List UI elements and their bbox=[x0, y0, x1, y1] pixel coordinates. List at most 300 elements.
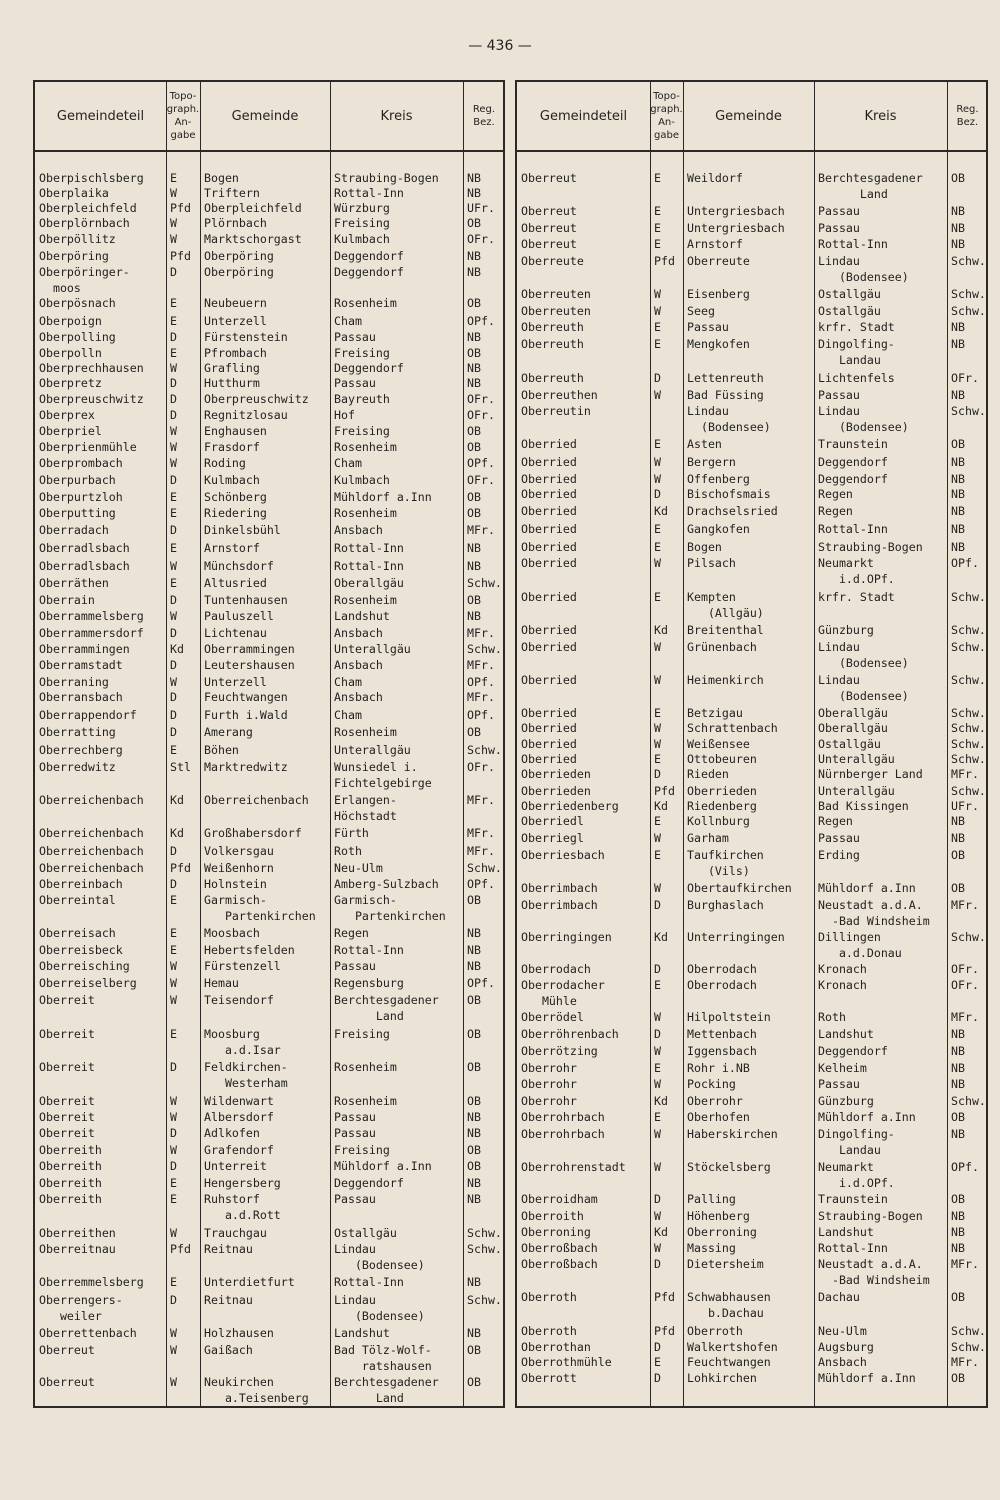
col-kreis-cell: Nürnberger Land bbox=[818, 767, 923, 781]
col-reg-cell: Schw. bbox=[951, 752, 986, 766]
col-gemeindeteil-cell: Oberrodach bbox=[521, 962, 591, 976]
col-gemeindeteil-cell: Oberprombach bbox=[39, 456, 123, 470]
col-topo-cell: W bbox=[170, 361, 177, 375]
col-gemeindeteil-cell: Oberpretz bbox=[39, 376, 102, 390]
col-topo-cell: Pfd bbox=[170, 249, 191, 263]
left-header-col-topo: Topo- graph. An- gabe bbox=[166, 91, 200, 141]
col-topo-cell: W bbox=[654, 287, 661, 301]
col-topo-cell: D bbox=[654, 1371, 661, 1385]
col-gemeindeteil-cell: Oberroidham bbox=[521, 1192, 598, 1206]
col-gemeindeteil-cell: Oberreit bbox=[39, 1110, 95, 1124]
col-reg-cell: OB bbox=[467, 1060, 481, 1074]
col-kreis-cell: Lindau (Bodensee) bbox=[818, 640, 909, 670]
col-kreis-cell: Roth bbox=[818, 1010, 846, 1024]
col-kreis-cell: Cham bbox=[334, 456, 362, 470]
col-gemeindeteil-cell: Oberreit bbox=[39, 1060, 95, 1074]
col-kreis-cell: Rosenheim bbox=[334, 725, 397, 739]
col-gemeinde-cell: Riedering bbox=[204, 506, 267, 520]
col-kreis-cell: Oberallgäu bbox=[818, 721, 888, 735]
col-reg-cell: Schw. bbox=[951, 1324, 986, 1338]
col-reg-cell: NB bbox=[467, 1126, 481, 1140]
col-gemeindeteil-cell: Oberrimbach bbox=[521, 881, 598, 895]
col-reg-cell: OPf. bbox=[951, 556, 979, 570]
col-gemeindeteil-cell: Oberried bbox=[521, 522, 577, 536]
col-kreis-cell: Traunstein bbox=[818, 1192, 888, 1206]
col-topo-cell: E bbox=[170, 943, 177, 957]
col-reg-cell: OB bbox=[467, 1027, 481, 1041]
col-gemeinde-cell: Eisenberg bbox=[687, 287, 750, 301]
col-gemeindeteil-cell: Oberreut bbox=[39, 1343, 95, 1357]
col-reg-cell: OB bbox=[951, 1371, 965, 1385]
col-reg-cell: NB bbox=[467, 249, 481, 263]
col-gemeinde-cell: Bogen bbox=[204, 171, 239, 185]
col-kreis-cell: Neu-Ulm bbox=[334, 861, 383, 875]
col-reg-cell: NB bbox=[951, 1225, 965, 1239]
col-topo-cell: W bbox=[170, 1226, 177, 1240]
col-topo-cell: D bbox=[654, 767, 661, 781]
col-kreis-cell: Unterallgäu bbox=[334, 642, 411, 656]
col-reg-cell: Schw. bbox=[467, 743, 502, 757]
col-gemeindeteil-cell: Oberriesbach bbox=[521, 848, 605, 862]
col-gemeinde-cell: Oberpöring bbox=[204, 265, 274, 279]
col-topo-cell: W bbox=[170, 1326, 177, 1340]
col-kreis-cell: Straubing-Bogen bbox=[818, 540, 923, 554]
col-gemeindeteil-cell: Oberreut bbox=[521, 204, 577, 218]
col-topo-cell: W bbox=[170, 216, 177, 230]
col-gemeindeteil-cell: Oberremmelsberg bbox=[39, 1275, 144, 1289]
col-kreis-cell: Kulmbach bbox=[334, 232, 390, 246]
col-topo-cell: W bbox=[170, 959, 177, 973]
right-table-header bbox=[517, 82, 986, 152]
col-topo-cell: W bbox=[654, 1241, 661, 1255]
col-reg-cell: Schw. bbox=[467, 861, 502, 875]
col-reg-cell: OB bbox=[467, 440, 481, 454]
col-kreis-cell: Dingolfing- Landau bbox=[818, 1127, 895, 1157]
left-table-header bbox=[35, 82, 503, 152]
col-reg-cell: OFr. bbox=[467, 760, 495, 774]
col-topo-cell: D bbox=[654, 1027, 661, 1041]
col-gemeindeteil-cell: Oberriedenberg bbox=[521, 799, 619, 813]
col-gemeinde-cell: Wildenwart bbox=[204, 1094, 274, 1108]
col-kreis-cell: Deggendorf bbox=[818, 472, 888, 486]
col-kreis-cell: Regen bbox=[818, 814, 853, 828]
col-kreis-cell: Mühldorf a.Inn bbox=[334, 490, 432, 504]
col-reg-cell: MFr. bbox=[951, 767, 979, 781]
col-gemeindeteil-cell: Oberroth bbox=[521, 1324, 577, 1338]
col-reg-cell: NB bbox=[951, 1127, 965, 1141]
col-gemeinde-cell: Bischofsmais bbox=[687, 487, 771, 501]
col-topo-cell: W bbox=[654, 721, 661, 735]
col-gemeindeteil-cell: Oberreiselberg bbox=[39, 976, 137, 990]
col-topo-cell: D bbox=[170, 523, 177, 537]
col-reg-cell: OB bbox=[951, 881, 965, 895]
col-topo-cell: D bbox=[170, 708, 177, 722]
col-reg-cell: OPf. bbox=[467, 976, 495, 990]
col-topo-cell: D bbox=[170, 1159, 177, 1173]
col-gemeindeteil-cell: Oberried bbox=[521, 590, 577, 604]
col-kreis-cell: Garmisch- Partenkirchen bbox=[334, 893, 446, 923]
col-topo-cell: W bbox=[170, 232, 177, 246]
col-gemeinde-cell: Lettenreuth bbox=[687, 371, 764, 385]
col-reg-cell: NB bbox=[951, 1209, 965, 1223]
col-kreis-cell: Passau bbox=[334, 330, 376, 344]
col-topo-cell: W bbox=[170, 1343, 177, 1357]
col-gemeinde-cell: Stöckelsberg bbox=[687, 1160, 771, 1174]
col-gemeinde-cell: Oberhofen bbox=[687, 1110, 750, 1124]
col-gemeinde-cell: Oberroth bbox=[687, 1324, 743, 1338]
col-gemeinde-cell: Neubeuern bbox=[204, 296, 267, 310]
col-gemeindeteil-cell: Oberroth bbox=[521, 1290, 577, 1304]
col-kreis-cell: Rosenheim bbox=[334, 506, 397, 520]
col-gemeinde-cell: Moosburg a.d.Isar bbox=[204, 1027, 281, 1057]
left-header-col-gemeinde: Gemeinde bbox=[231, 108, 299, 124]
col-gemeinde-cell: Grünenbach bbox=[687, 640, 757, 654]
col-reg-cell: NB bbox=[951, 1027, 965, 1041]
col-kreis-cell: Günzburg bbox=[818, 1094, 874, 1108]
col-kreis-cell: Kelheim bbox=[818, 1061, 867, 1075]
col-gemeindeteil-cell: Oberreit bbox=[39, 1027, 95, 1041]
col-topo-cell: E bbox=[654, 320, 661, 334]
col-topo-cell: W bbox=[170, 1375, 177, 1389]
col-reg-cell: NB bbox=[467, 1176, 481, 1190]
col-gemeindeteil-cell: Oberried bbox=[521, 472, 577, 486]
col-gemeindeteil-cell: Oberreit bbox=[39, 993, 95, 1007]
col-gemeinde-cell: Oberpreuschwitz bbox=[204, 392, 309, 406]
col-gemeinde-cell: Burghaslach bbox=[687, 898, 764, 912]
col-gemeindeteil-cell: Oberpoign bbox=[39, 314, 102, 328]
col-gemeinde-cell: Moosbach bbox=[204, 926, 260, 940]
col-gemeindeteil-cell: Oberreitnau bbox=[39, 1242, 116, 1256]
col-gemeinde-cell: Hilpoltstein bbox=[687, 1010, 771, 1024]
col-gemeindeteil-cell: Oberried bbox=[521, 540, 577, 554]
col-reg-cell: OB bbox=[467, 424, 481, 438]
col-kreis-cell: Hof bbox=[334, 408, 355, 422]
col-gemeinde-cell: Bergern bbox=[687, 455, 736, 469]
col-kreis-cell: Freising bbox=[334, 346, 390, 360]
col-kreis-cell: Neumarkt i.d.OPf. bbox=[818, 556, 895, 586]
col-reg-cell: NB bbox=[467, 1275, 481, 1289]
col-gemeinde-cell: Kollnburg bbox=[687, 814, 750, 828]
col-kreis-cell: Passau bbox=[334, 376, 376, 390]
col-topo-cell: E bbox=[170, 314, 177, 328]
right-header-col-topo: Topo- graph. An- gabe bbox=[650, 91, 683, 141]
col-gemeinde-cell: Lichtenau bbox=[204, 626, 267, 640]
col-reg-cell: MFr. bbox=[467, 690, 495, 704]
col-gemeindeteil-cell: Oberprienmühle bbox=[39, 440, 137, 454]
col-reg-cell: NB bbox=[467, 361, 481, 375]
col-reg-cell: MFr. bbox=[467, 826, 495, 840]
col-gemeinde-cell: Walkertshofen bbox=[687, 1340, 778, 1354]
col-reg-cell: Schw. bbox=[951, 287, 986, 301]
col-topo-cell: E bbox=[170, 346, 177, 360]
col-topo-cell: E bbox=[654, 540, 661, 554]
col-gemeindeteil-cell: Oberredwitz bbox=[39, 760, 116, 774]
col-topo-cell: D bbox=[170, 1126, 177, 1140]
col-topo-cell: D bbox=[170, 877, 177, 891]
col-gemeinde-cell: Bogen bbox=[687, 540, 722, 554]
col-topo-cell: W bbox=[170, 609, 177, 623]
col-topo-cell: D bbox=[170, 626, 177, 640]
col-kreis-cell: Traunstein bbox=[818, 437, 888, 451]
col-topo-cell: W bbox=[654, 1127, 661, 1141]
col-reg-cell: MFr. bbox=[951, 898, 979, 912]
col-topo-cell: Pfd bbox=[654, 784, 675, 798]
col-gemeindeteil-cell: Oberried bbox=[521, 556, 577, 570]
col-reg-cell: NB bbox=[467, 1326, 481, 1340]
col-topo-cell: D bbox=[654, 1192, 661, 1206]
col-gemeindeteil-cell: Oberrott bbox=[521, 1371, 577, 1385]
col-gemeinde-cell: Feuchtwangen bbox=[687, 1355, 771, 1369]
col-topo-cell: W bbox=[654, 1044, 661, 1058]
col-reg-cell: NB bbox=[467, 541, 481, 555]
col-reg-cell: OB bbox=[467, 1375, 481, 1389]
col-topo-cell: Kd bbox=[170, 642, 184, 656]
col-topo-cell: W bbox=[170, 456, 177, 470]
col-kreis-cell: Rottal-Inn bbox=[818, 522, 888, 536]
col-gemeinde-cell: Oberreute bbox=[687, 254, 750, 268]
col-topo-cell: E bbox=[170, 171, 177, 185]
col-topo-cell: E bbox=[654, 814, 661, 828]
col-gemeinde-cell: Teisendorf bbox=[204, 993, 274, 1007]
col-kreis-cell: Ansbach bbox=[334, 658, 383, 672]
col-reg-cell: NB bbox=[467, 171, 481, 185]
col-kreis-cell: Rosenheim bbox=[334, 1060, 397, 1074]
col-gemeindeteil-cell: Oberringingen bbox=[521, 930, 612, 944]
col-topo-cell: W bbox=[170, 559, 177, 573]
col-kreis-cell: Deggendorf bbox=[334, 265, 404, 279]
col-topo-cell: W bbox=[170, 186, 177, 200]
col-topo-cell: Kd bbox=[170, 826, 184, 840]
col-gemeinde-cell: Hengersberg bbox=[204, 1176, 281, 1190]
col-reg-cell: OFr. bbox=[951, 978, 979, 992]
col-topo-cell: D bbox=[170, 658, 177, 672]
col-reg-cell: NB bbox=[467, 330, 481, 344]
col-kreis-cell: Unterallgäu bbox=[334, 743, 411, 757]
col-gemeindeteil-cell: Oberpöringer- moos bbox=[39, 265, 130, 295]
col-reg-cell: MFr. bbox=[951, 1010, 979, 1024]
col-reg-cell: OB bbox=[951, 848, 965, 862]
col-topo-cell: W bbox=[654, 304, 661, 318]
col-gemeindeteil-cell: Oberreisach bbox=[39, 926, 116, 940]
col-kreis-cell: Straubing-Bogen bbox=[818, 1209, 923, 1223]
col-reg-cell: Schw. bbox=[467, 1242, 502, 1256]
col-kreis-cell: Rosenheim bbox=[334, 440, 397, 454]
col-topo-cell: E bbox=[654, 1061, 661, 1075]
left-column-divider bbox=[166, 82, 167, 1406]
left-column-divider bbox=[463, 82, 464, 1406]
col-topo-cell: D bbox=[170, 1060, 177, 1074]
col-reg-cell: MFr. bbox=[467, 626, 495, 640]
col-topo-cell: E bbox=[170, 893, 177, 907]
col-topo-cell: D bbox=[170, 1293, 177, 1307]
col-kreis-cell: Regen bbox=[334, 926, 369, 940]
left-table bbox=[33, 80, 505, 1408]
col-gemeindeteil-cell: Oberreute bbox=[521, 254, 584, 268]
col-topo-cell: W bbox=[170, 1143, 177, 1157]
col-reg-cell: NB bbox=[951, 540, 965, 554]
col-gemeinde-cell: Unterzell bbox=[204, 314, 267, 328]
col-reg-cell: NB bbox=[951, 1077, 965, 1091]
col-gemeinde-cell: Pocking bbox=[687, 1077, 736, 1091]
col-gemeinde-cell: Ottobeuren bbox=[687, 752, 757, 766]
col-kreis-cell: Freising bbox=[334, 424, 390, 438]
col-gemeindeteil-cell: Oberrohrenstadt bbox=[521, 1160, 626, 1174]
col-gemeindeteil-cell: Oberrieden bbox=[521, 767, 591, 781]
col-kreis-cell: Rottal-Inn bbox=[334, 943, 404, 957]
col-reg-cell: OB bbox=[467, 1159, 481, 1173]
col-gemeindeteil-cell: Oberransbach bbox=[39, 690, 123, 704]
col-topo-cell: Kd bbox=[654, 1225, 668, 1239]
col-topo-cell: W bbox=[170, 976, 177, 990]
col-kreis-cell: Mühldorf a.Inn bbox=[818, 881, 916, 895]
col-topo-cell: D bbox=[654, 487, 661, 501]
col-gemeindeteil-cell: Oberried bbox=[521, 437, 577, 451]
col-gemeinde-cell: Unterdietfurt bbox=[204, 1275, 295, 1289]
col-gemeinde-cell: Triftern bbox=[204, 186, 260, 200]
col-reg-cell: NB bbox=[467, 959, 481, 973]
col-gemeindeteil-cell: Oberried bbox=[521, 721, 577, 735]
col-kreis-cell: Erding bbox=[818, 848, 860, 862]
col-reg-cell: Schw. bbox=[467, 1226, 502, 1240]
col-gemeindeteil-cell: Oberplörnbach bbox=[39, 216, 130, 230]
col-topo-cell: E bbox=[170, 506, 177, 520]
col-kreis-cell: Lindau (Bodensee) bbox=[334, 1242, 425, 1272]
col-gemeinde-cell: Untergriesbach bbox=[687, 221, 785, 235]
col-gemeinde-cell: Grafling bbox=[204, 361, 260, 375]
col-reg-cell: OB bbox=[467, 725, 481, 739]
col-reg-cell: OB bbox=[951, 437, 965, 451]
col-gemeindeteil-cell: Oberrain bbox=[39, 593, 95, 607]
col-reg-cell: NB bbox=[951, 320, 965, 334]
col-reg-cell: OB bbox=[467, 1094, 481, 1108]
col-topo-cell: D bbox=[170, 330, 177, 344]
col-gemeindeteil-cell: Oberreuth bbox=[521, 371, 584, 385]
col-kreis-cell: Ansbach bbox=[334, 626, 383, 640]
col-topo-cell: Kd bbox=[654, 1094, 668, 1108]
col-reg-cell: NB bbox=[467, 943, 481, 957]
col-reg-cell: NB bbox=[467, 1192, 481, 1206]
col-kreis-cell: Freising bbox=[334, 216, 390, 230]
col-kreis-cell: Passau bbox=[334, 1126, 376, 1140]
col-gemeinde-cell: Garham bbox=[687, 831, 729, 845]
col-kreis-cell: krfr. Stadt bbox=[818, 320, 895, 334]
col-gemeinde-cell: Riedenberg bbox=[687, 799, 757, 813]
col-gemeindeteil-cell: Oberreut bbox=[521, 237, 577, 251]
col-gemeindeteil-cell: Oberried bbox=[521, 640, 577, 654]
col-reg-cell: Schw. bbox=[467, 576, 502, 590]
col-topo-cell: W bbox=[170, 440, 177, 454]
col-gemeindeteil-cell: Oberpöring bbox=[39, 249, 109, 263]
col-kreis-cell: Rosenheim bbox=[334, 1094, 397, 1108]
col-kreis-cell: Ansbach bbox=[334, 690, 383, 704]
col-gemeinde-cell: Gangkofen bbox=[687, 522, 750, 536]
col-gemeinde-cell: Asten bbox=[687, 437, 722, 451]
col-kreis-cell: Passau bbox=[818, 221, 860, 235]
col-kreis-cell: Dingolfing- Landau bbox=[818, 337, 895, 367]
col-gemeinde-cell: Oberreichenbach bbox=[204, 793, 309, 807]
col-gemeinde-cell: Feldkirchen- Westerham bbox=[204, 1060, 288, 1090]
col-reg-cell: NB bbox=[467, 559, 481, 573]
col-gemeindeteil-cell: Oberpösnach bbox=[39, 296, 116, 310]
col-gemeindeteil-cell: Oberpolling bbox=[39, 330, 116, 344]
col-topo-cell: Pfd bbox=[654, 254, 675, 268]
col-gemeindeteil-cell: Oberried bbox=[521, 737, 577, 751]
col-topo-cell: E bbox=[654, 978, 661, 992]
col-gemeinde-cell: Unterzell bbox=[204, 675, 267, 689]
col-topo-cell: E bbox=[170, 490, 177, 504]
col-gemeinde-cell: Pauluszell bbox=[204, 609, 274, 623]
left-header-col-reg: Reg. Bez. bbox=[472, 104, 496, 128]
col-gemeindeteil-cell: Oberreit bbox=[39, 1094, 95, 1108]
col-gemeinde-cell: Oberpleichfeld bbox=[204, 201, 302, 215]
col-gemeinde-cell: Betzigau bbox=[687, 706, 743, 720]
col-reg-cell: OPf. bbox=[467, 456, 495, 470]
col-gemeinde-cell: Holzhausen bbox=[204, 1326, 274, 1340]
col-reg-cell: NB bbox=[951, 504, 965, 518]
col-reg-cell: NB bbox=[951, 237, 965, 251]
col-reg-cell: NB bbox=[951, 455, 965, 469]
col-topo-cell: E bbox=[654, 848, 661, 862]
right-column-divider bbox=[683, 82, 684, 1406]
col-gemeindeteil-cell: Oberplaika bbox=[39, 186, 109, 200]
col-topo-cell: E bbox=[170, 296, 177, 310]
col-gemeinde-cell: Holnstein bbox=[204, 877, 267, 891]
col-topo-cell: E bbox=[170, 1176, 177, 1190]
col-reg-cell: Schw. bbox=[951, 784, 986, 798]
col-topo-cell: E bbox=[654, 706, 661, 720]
col-kreis-cell: Cham bbox=[334, 675, 362, 689]
col-gemeindeteil-cell: Oberrengers- weiler bbox=[39, 1293, 123, 1323]
col-topo-cell: E bbox=[170, 541, 177, 555]
col-kreis-cell: Rosenheim bbox=[334, 296, 397, 310]
col-gemeindeteil-cell: Oberreisbeck bbox=[39, 943, 123, 957]
col-gemeinde-cell: Plörnbach bbox=[204, 216, 267, 230]
col-gemeindeteil-cell: Oberrodacher Mühle bbox=[521, 978, 605, 1008]
col-gemeinde-cell: Oberrodach bbox=[687, 978, 757, 992]
col-kreis-cell: Erlangen- Höchstadt bbox=[334, 793, 397, 823]
col-reg-cell: OFr. bbox=[467, 473, 495, 487]
col-gemeinde-cell: Hemau bbox=[204, 976, 239, 990]
col-gemeindeteil-cell: Oberpleichfeld bbox=[39, 201, 137, 215]
col-reg-cell: NB bbox=[951, 1061, 965, 1075]
col-reg-cell: NB bbox=[951, 204, 965, 218]
col-gemeindeteil-cell: Oberreith bbox=[39, 1176, 102, 1190]
col-kreis-cell: Roth bbox=[334, 844, 362, 858]
col-topo-cell: D bbox=[170, 376, 177, 390]
col-gemeinde-cell: Mettenbach bbox=[687, 1027, 757, 1041]
col-topo-cell: E bbox=[654, 337, 661, 351]
col-gemeindeteil-cell: Oberradlsbach bbox=[39, 559, 130, 573]
col-kreis-cell: Lichtenfels bbox=[818, 371, 895, 385]
col-kreis-cell: Berchtesgadener Land bbox=[334, 1375, 439, 1405]
col-kreis-cell: Wunsiedel i. Fichtelgebirge bbox=[334, 760, 432, 790]
col-gemeinde-cell: Volkersgau bbox=[204, 844, 274, 858]
col-reg-cell: NB bbox=[951, 487, 965, 501]
col-topo-cell: D bbox=[170, 725, 177, 739]
col-gemeindeteil-cell: Oberrappendorf bbox=[39, 708, 137, 722]
col-gemeindeteil-cell: Oberreisching bbox=[39, 959, 130, 973]
col-gemeindeteil-cell: Oberreut bbox=[521, 171, 577, 185]
col-topo-cell: E bbox=[170, 576, 177, 590]
col-gemeinde-cell: Reitnau bbox=[204, 1242, 253, 1256]
col-kreis-cell: Deggendorf bbox=[818, 455, 888, 469]
col-gemeindeteil-cell: Oberradlsbach bbox=[39, 541, 130, 555]
col-kreis-cell: Rottal-Inn bbox=[818, 1241, 888, 1255]
col-gemeinde-cell: Oberrodach bbox=[687, 962, 757, 976]
col-topo-cell: D bbox=[170, 408, 177, 422]
col-reg-cell: Schw. bbox=[951, 930, 986, 944]
col-gemeinde-cell: Weißenhorn bbox=[204, 861, 274, 875]
